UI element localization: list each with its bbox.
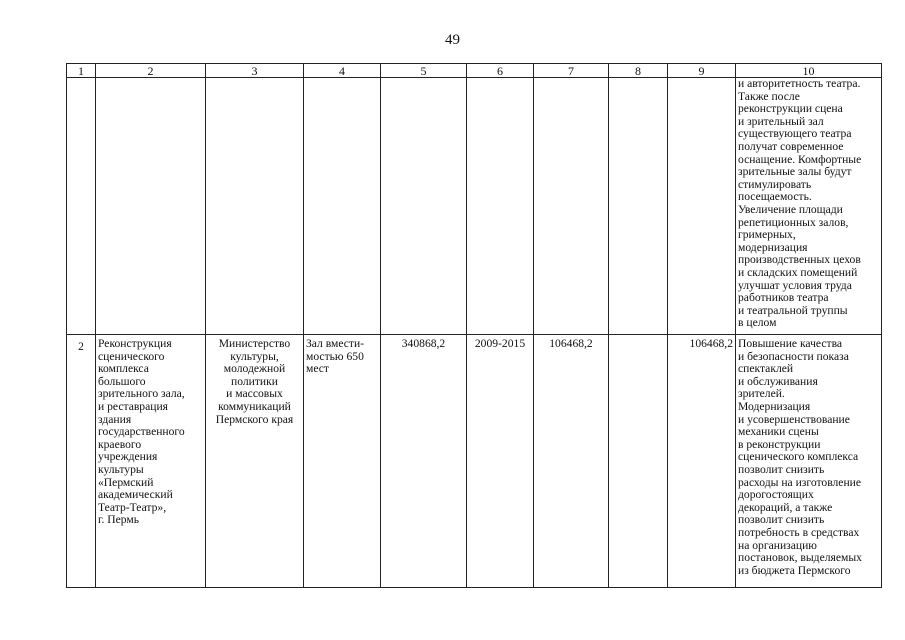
header-cell-1: 1 — [67, 64, 96, 78]
header-cell-3: 3 — [206, 64, 304, 78]
period-cell: 2009-2015 — [467, 335, 534, 588]
table-cell — [534, 78, 609, 335]
empty-amount-cell — [609, 335, 668, 588]
table-cell — [467, 78, 534, 335]
table-cell — [609, 78, 668, 335]
header-row — [67, 64, 882, 78]
object-name-cell: Реконструкция сценического комплекса большого зрительного зала, и реставрация здания государственного краевого учреждения культуры «Пермский академический Театр-Театр», г. Пермь — [96, 335, 206, 588]
table-cell — [381, 78, 467, 335]
table-row — [67, 335, 882, 588]
page-number: 49 — [445, 32, 460, 48]
amount-cell: 106468,2 — [534, 335, 609, 588]
data-table — [66, 63, 882, 588]
amount-cell-9: 106468,2 — [668, 335, 736, 588]
effect-description-cell: Повышение качества и безопасности показа спектаклей и обслуживания зрителей. Модернизация и усовершенствование механики сцены в реконструкции сценического комплекса позволит снизить расходы на изготовление дорогостоящих декораций, а также позволит снизить потребность в средствах на организацию постановок, выделяемых из бюджета Пермского — [736, 335, 882, 588]
total-cost-cell: 340868,2 — [381, 335, 467, 588]
row-number-cell: 2 — [67, 335, 96, 588]
table-cell — [96, 78, 206, 335]
header-cell-10: 10 — [736, 64, 882, 78]
table-cell — [206, 78, 304, 335]
header-cell-7: 7 — [534, 64, 609, 78]
table-cell — [668, 78, 736, 335]
capacity-cell: Зал вмести- мостью 650 мест — [304, 335, 381, 588]
header-cell-4: 4 — [304, 64, 381, 78]
table-row — [67, 78, 882, 335]
ministry-cell: Министерство культуры, молодежной политики и массовых коммуникаций Пермского края — [206, 335, 304, 588]
header-cell-8: 8 — [609, 64, 668, 78]
effect-description-cell: и авторитетность театра. Также после реконструкции сцена и зрительный зал существующего театра получат современное оснащение. Комфортные зрительные залы будут стимулировать посещаемость. Увеличение площади репетиционных залов, гримерных, модернизация производственных цехов и складских помещений улучшат условия труда работников театра и театральной труппы в целом — [736, 78, 882, 335]
header-cell-5: 5 — [381, 64, 467, 78]
header-cell-6: 6 — [467, 64, 534, 78]
header-cell-9: 9 — [668, 64, 736, 78]
header-cell-2: 2 — [96, 64, 206, 78]
table-cell — [304, 78, 381, 335]
table-cell — [67, 78, 96, 335]
